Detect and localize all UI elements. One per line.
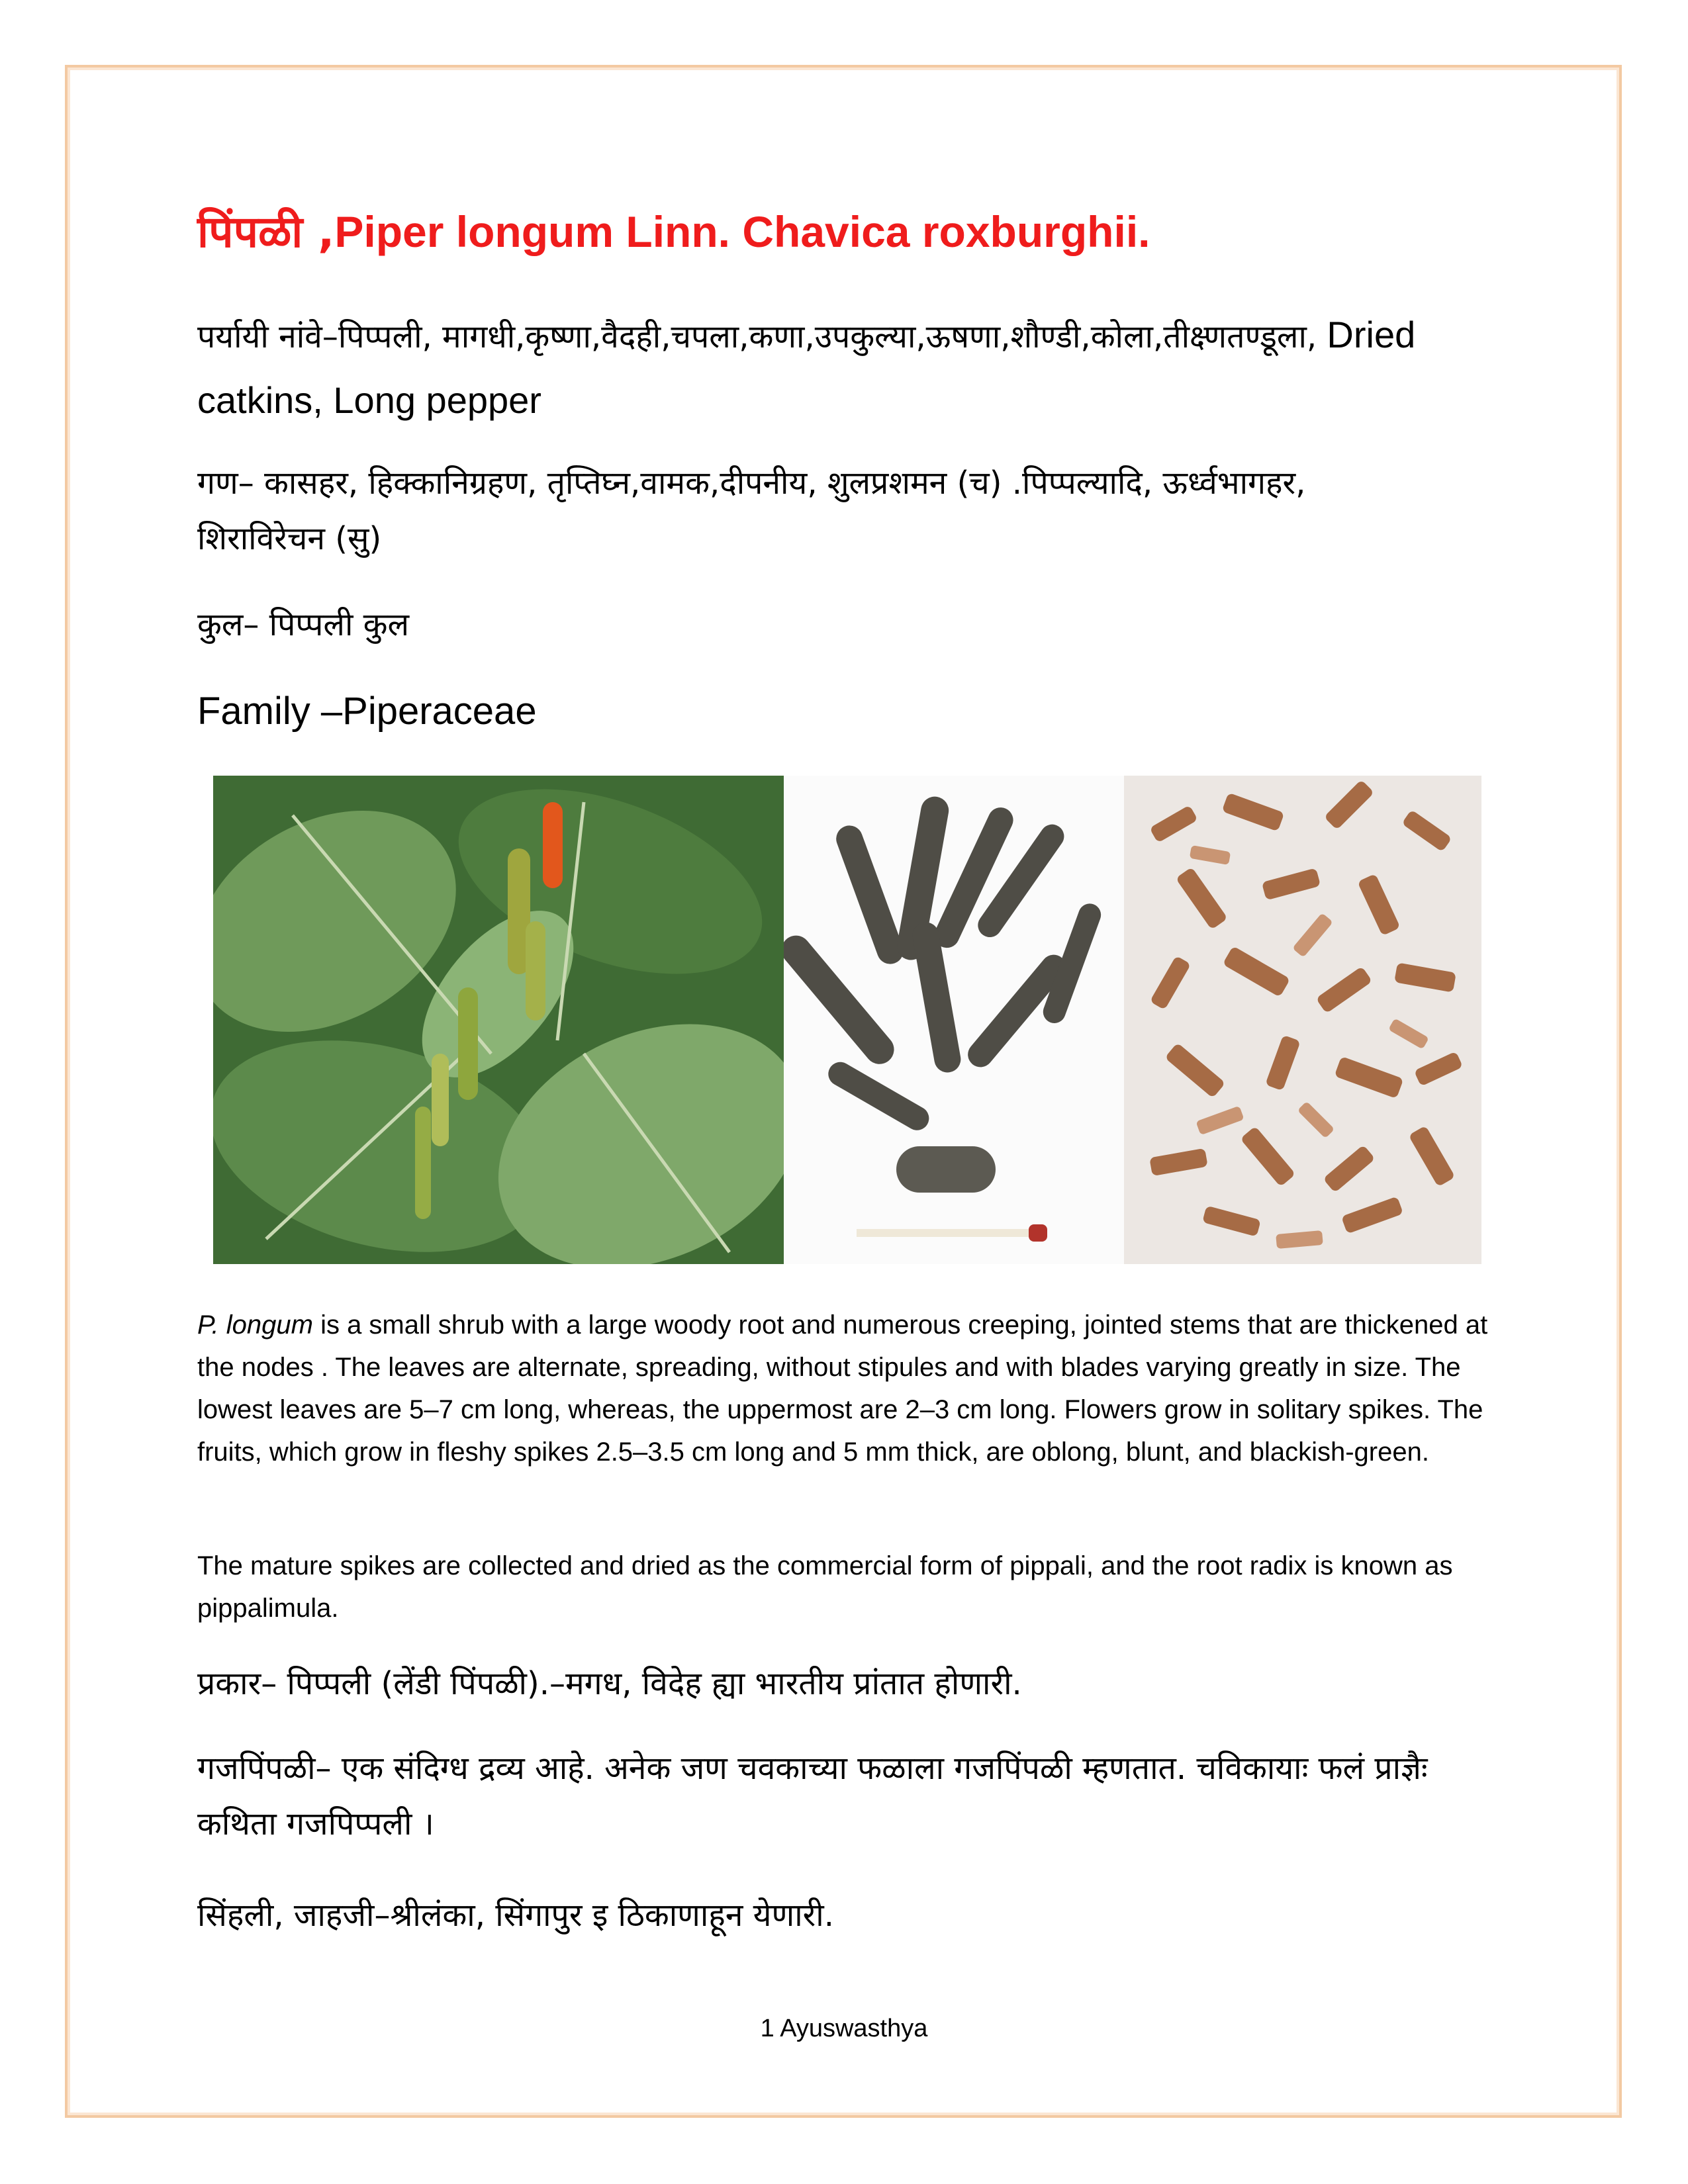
kula-line: कुल– पिप्पली कुल bbox=[197, 606, 410, 643]
gajapimpali-line-1: गजपिंपळी– एक संदिग्ध द्रव्य आहे. अनेक जण चवकाच्या फळाला गजपिंपळी म्हणतात. चविकायाः फलं प्राज्ञैः bbox=[197, 1750, 1428, 1787]
piper-longum-plant-photo bbox=[213, 776, 784, 1264]
synonyms-english: Dried catkins, Long pepper bbox=[197, 314, 1416, 421]
page-footer: 1 Ayuswasthya bbox=[760, 2015, 928, 2042]
description-paragraph bbox=[197, 1304, 1495, 1473]
gana-paragraph bbox=[197, 455, 1495, 567]
dried-long-pepper-spikes-photo bbox=[784, 776, 1124, 1264]
title-marathi: पिंपळी , bbox=[197, 206, 335, 257]
gana-line-2: शिराविरेचन (सु) bbox=[197, 520, 382, 557]
title-latin: Piper longum Linn. Chavica roxburghii. bbox=[334, 207, 1150, 256]
prakar-line: प्रकार– पिप्पली (लेंडी पिंपळी).–मगध, विदेह ह्या भारतीय प्रांतात होणारी. bbox=[197, 1665, 1022, 1702]
synonyms-text: पर्यायी नांवे–पिप्पली, मागधी,कृष्णा,वैदही,चपला,कणा,उपकुल्या,ऊषणा,शौण्डी,कोला,तीक्ष्णतण्डूला, bbox=[197, 318, 1327, 355]
gajapimpali-paragraph bbox=[197, 1741, 1495, 1852]
gana-line-1: गण– कासहर, हिक्कानिग्रहण, तृप्तिघ्न,वामक,दीपनीय, शुलप्रशमन (च) .पिप्पल्यादि, ऊर्ध्वभागहर, bbox=[197, 465, 1306, 502]
synonyms-paragraph bbox=[197, 303, 1495, 434]
sinhali-line: सिंहली, जाहजी–श्रीलंका, सिंगापुर इ ठिकाणाहून येणारी. bbox=[197, 1897, 834, 1934]
commercial-paragraph: The mature spikes are collected and dried as the commercial form of pippali, and the root radix is known as pippalimula. bbox=[197, 1551, 1453, 1623]
description-species-italic: P. longum bbox=[197, 1310, 313, 1340]
gajapimpali-line-2: कथिता गजपिप्पली । bbox=[197, 1805, 434, 1843]
page-title bbox=[197, 199, 1521, 265]
pippalimula-root-pieces-photo bbox=[1124, 776, 1481, 1264]
description-text: is a small shrub with a large woody root and numerous creeping, jointed stems that are thickened at the nodes . The leaves are alternate, spreading, without stipules and with blades varying greatly in size. The lowest leaves are 5–7 cm long, whereas, the uppermost are 2–3 cm long. Flowers grow in solitary spikes. The fruits, which grow in fleshy spikes 2.5–3.5 cm long and 5 mm thick, are oblong, blunt, and blackish-green. bbox=[197, 1310, 1488, 1467]
family-line: Family –Piperaceae bbox=[197, 690, 537, 733]
